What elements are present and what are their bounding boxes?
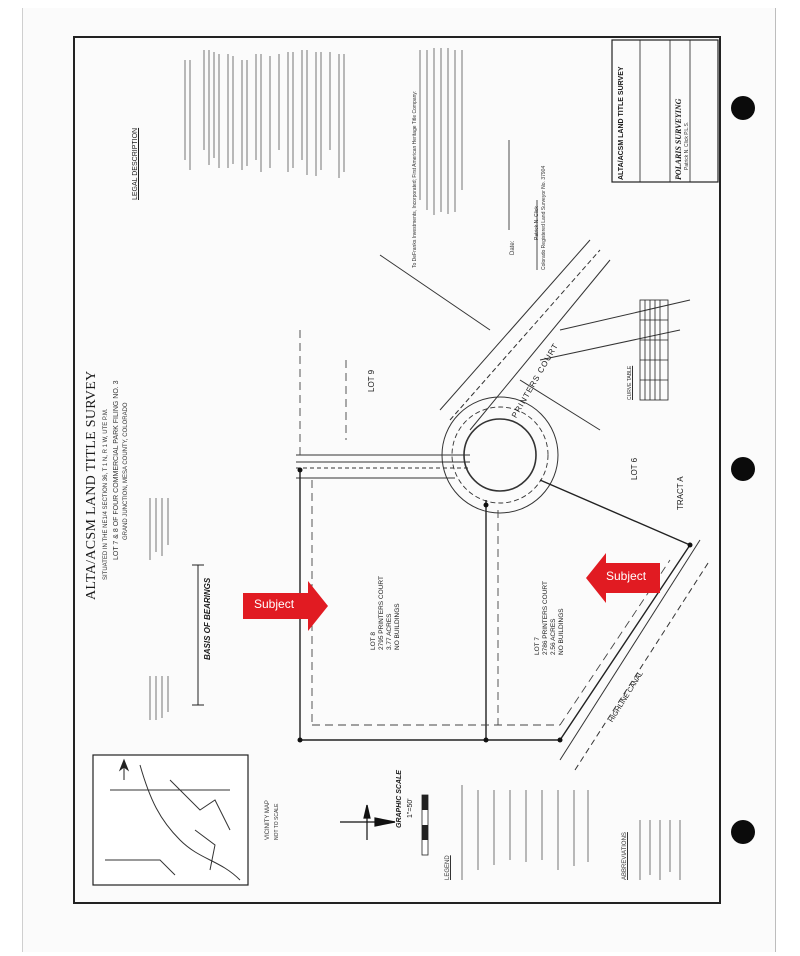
vicinity-map-title: VICINITY MAP xyxy=(265,800,271,840)
lot7-line-3: 2.56 ACRES xyxy=(550,618,557,655)
lot8-line-2: 2795 PRINTERS COURT xyxy=(378,576,385,650)
legend-heading: LEGEND xyxy=(445,855,451,880)
surveyor-name: Patrick N. Click xyxy=(534,206,540,240)
lot8-info xyxy=(370,576,402,650)
basis-of-bearings-label: BASIS OF BEARINGS xyxy=(203,577,212,660)
legal-description-heading: LEGAL DESCRIPTION xyxy=(132,127,139,200)
survey-subtitle-1: SITUATED IN THE NE1/4 SECTION 36, T 1 N, R 1 W, UTE P.M. xyxy=(103,408,109,580)
lot8-line-3: 3.77 ACRES xyxy=(386,613,393,650)
title-block-person: Patrick N. Click P.L.S. xyxy=(684,121,690,170)
abbreviations-heading: ABBREVIATIONS xyxy=(622,832,628,880)
subject-label-left: Subject xyxy=(254,597,295,611)
subject-label-right: Subject xyxy=(606,569,647,583)
certification-addressee: To DeFranks Investments, Incorporated; First American Heritage Title Company: xyxy=(412,90,418,268)
curve-table-heading: CURVE TABLE xyxy=(627,365,633,400)
printers-court-label: PRINTERS COURT xyxy=(510,341,561,420)
survey-subtitle-2: LOT 7 & 8 OF FOUR COMMERCIAL PARK FILING NO. 3 xyxy=(113,380,120,560)
surveyor-registration: Colorado Registered Land Surveyor No. 37904 xyxy=(541,165,547,270)
title-block-title: ALTA/ACSM LAND TITLE SURVEY xyxy=(618,66,625,180)
lot7-line-4: NO BUILDINGS xyxy=(558,608,565,655)
lot8-line-1: LOT 8 xyxy=(370,632,377,650)
lot7-line-1: LOT 7 xyxy=(534,637,541,655)
highline-canal-label: HIGHLINE CANAL xyxy=(608,670,645,724)
survey-title: ALTA/ACSM LAND TITLE SURVEY xyxy=(84,370,99,600)
survey-subtitle-3: GRAND JUNCTION, MESA COUNTY, COLORADO xyxy=(123,402,129,540)
title-block-firm: POLARIS SURVEYING xyxy=(674,98,683,180)
date-label: Date: xyxy=(510,240,516,255)
graphic-scale-title: GRAPHIC SCALE xyxy=(396,770,403,828)
lot9-label: LOT 9 xyxy=(367,369,376,392)
lot8-line-4: NO BUILDINGS xyxy=(394,603,401,650)
lot7-line-2: 2786 PRINTERS COURT xyxy=(542,581,549,655)
graphic-scale-value: 1"=50' xyxy=(407,798,414,818)
vicinity-map-scale: NOT TO SCALE xyxy=(274,803,280,840)
lot7-info xyxy=(534,581,566,655)
tract-a-label: TRACT A xyxy=(676,476,685,510)
lot6-label: LOT 6 xyxy=(630,457,639,480)
